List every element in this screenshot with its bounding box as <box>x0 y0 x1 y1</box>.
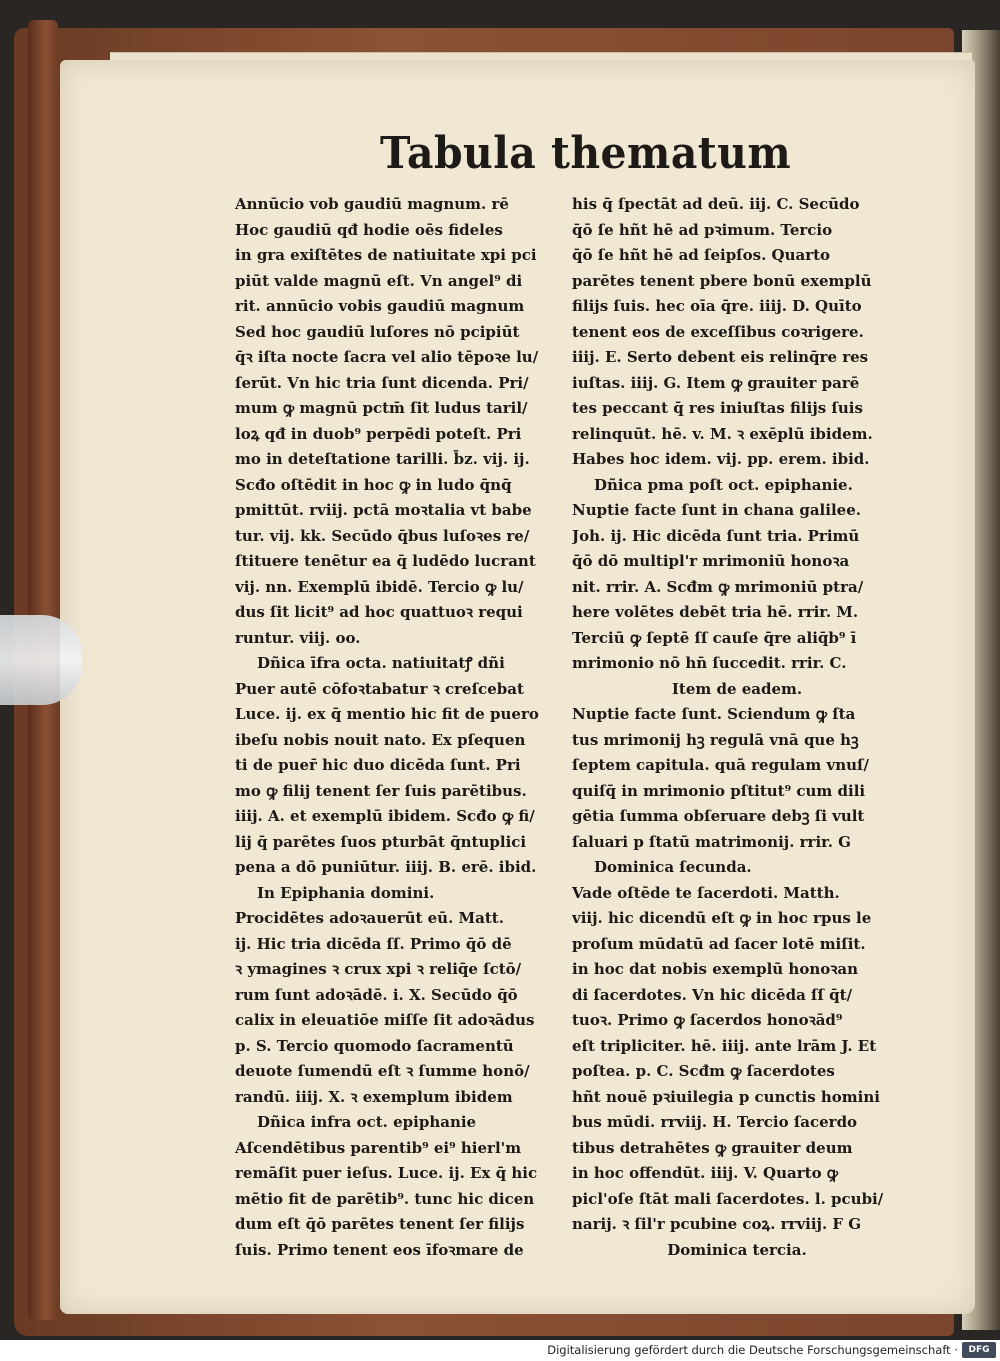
text-line: Joh. ij. Hic dicēda ſunt tria. Primū <box>572 526 860 545</box>
text-line: in gra exiſtētes de natiuitate xpi pci <box>235 246 537 264</box>
text-line: mo ꝙ filij tenent ſer ſuis parētibus. <box>235 781 527 800</box>
text-line: Scđo oſtēdit in hoc ꝙ in ludo q̄nq̄ <box>235 475 512 494</box>
text-line: tuoꝛ. Primo ꝙ ſacerdos honoꝛād⁹ <box>572 1011 843 1029</box>
text-line: Habes hoc idem. vij. pp. erem. ibid. <box>572 450 870 468</box>
text-line: rum ſunt adoꝛādē. i. X. Secūdo q̄ō <box>235 985 518 1004</box>
text-line: in hoc dat nobis exemplū honoꝛan <box>572 960 858 978</box>
text-line: picl'oſe ſtāt mali ſacerdotes. l. pcubi/ <box>572 1189 884 1208</box>
text-line: mum ꝙ magnū pctm̄ ſit ludus taril/ <box>235 399 528 417</box>
text-line: eſt tripliciter. hē. iiij. ante lrām J. Et <box>572 1036 877 1055</box>
text-line: piūt valde magnū eſt. Vn angel⁹ di <box>235 271 523 290</box>
text-line: tibus detrahētes ꝙ grauiter deum <box>572 1138 853 1157</box>
text-line: deuote ſumendū eſt ꝛ ſumme honō/ <box>235 1062 530 1080</box>
text-line: ſerūt. Vn hic tria ſunt dicenda. Pri/ <box>235 373 529 392</box>
text-line: dus ſit licit⁹ ad hoc quattuoꝛ requi <box>235 603 523 621</box>
page-clip <box>0 615 82 705</box>
text-line: Hoc gaudiū qđ hodie oēs fideles <box>235 220 503 239</box>
text-line: Puer autē cōfoꝛtabatur ꝛ creſcebat <box>235 679 524 698</box>
text-line: ſuis. Primo tenent eos īfoꝛmare de <box>235 1240 524 1259</box>
text-line: di ſacerdotes. Vn hic dicēda ſſ q̄t/ <box>572 985 853 1004</box>
text-line: q̄ō ſe hñt hē ad ſeipſos. Quarto <box>572 246 831 264</box>
text-line: tenent eos de exceſſibus coꝛrigere. <box>572 322 864 341</box>
text-line: proſum mūdatū ad ſacer lotē miſit. <box>572 934 866 953</box>
text-line: q̄ꝛ iſta nocte ſacra vel alio tēpoꝛe lu/ <box>235 348 539 366</box>
text-line: gētia ſumma obſeruare debꝫ ſi vult <box>572 807 865 825</box>
text-line: ſtituere tenētur ea q̄ ludēdo lucrant <box>235 552 536 570</box>
text-line: vij. nn. Exemplū ibidē. Tercio ꝙ lu/ <box>235 577 524 596</box>
text-line: iiij. E. Serto debent eis relinq̄re res <box>572 348 869 366</box>
text-line: ſeptem capitula. quā regulam vnuſ/ <box>572 756 869 774</box>
section-heading: Dominica tercia. <box>667 1240 807 1259</box>
text-line: p. S. Tercio quomodo ſacramentū <box>235 1036 514 1055</box>
text-line: bus mūdi. rrviij. H. Tercio ſacerdo <box>572 1113 858 1131</box>
text-line: Procidētes adoꝛauerūt eū. Matt. <box>235 909 504 927</box>
text-line: dum eſt q̄ō parētes tenent ſer filijs <box>235 1215 525 1233</box>
text-line: pmittūt. rviij. pctā moꝛtalia vt babe <box>235 501 532 519</box>
text-line: Aſcendētibus parentib⁹ ei⁹ hierl'm <box>235 1138 522 1157</box>
text-line: mo in deteſtatione tarilli. b̄z. vij. ij. <box>235 450 530 468</box>
right-text-column <box>572 192 902 1263</box>
text-line: mrimonio nō hn̄ ſuccedit. rrir. C. <box>572 654 847 672</box>
text-line: remāſit puer ieſus. Luce. ij. Ex q̄ hic <box>235 1164 538 1182</box>
text-line: relinquūt. hē. v. M. ꝛ exēplū ibidem. <box>572 424 873 443</box>
funding-credit: Digitalisierung gefördert durch die Deutsche Forschungsgemeinschaft · <box>547 1343 958 1357</box>
text-line: narij. ꝛ ſil'r pcubine coꝝ. rrviij. F G <box>572 1215 862 1233</box>
text-line: rit. annūcio vobis gaudiū magnum <box>235 297 525 315</box>
text-line: calix in eleuatiōe miſſe ſit adoꝛādus <box>235 1011 535 1029</box>
text-line: ti de puer̄ hic duo dicēda ſunt. Pri <box>235 756 521 774</box>
text-line: Terciū ꝙ ſeptē ſſ cauſe q̄re aliq̄b⁹ ī <box>572 628 857 647</box>
text-line: his q̄ ſpectāt ad deū. iij. C. Secūdo <box>572 195 860 213</box>
text-line: iuſtas. iiij. G. Item ꝙ grauiter parē <box>572 373 860 392</box>
section-heading: Dñica īfra octa. natiuitatꝭ dñi <box>257 654 505 672</box>
text-line: Sed hoc gaudiū luſores nō pcipiūt <box>235 322 520 341</box>
text-line: poſtea. p. C. Scđm ꝙ ſacerdotes <box>572 1062 835 1080</box>
text-line: Vade oſtēde te ſacerdoti. Matth. <box>572 883 840 902</box>
page-title: Tabula thematum <box>380 128 792 179</box>
left-text-column <box>235 192 565 1263</box>
text-line: quiſq̄ in mrimonio pſtitut⁹ cum dili <box>572 781 866 800</box>
text-line: mētio fit de parētib⁹. tunc hic dicen <box>235 1189 535 1208</box>
text-line: q̄ō dō multipl'r mrimoniū honoꝛa <box>572 552 850 570</box>
text-line: randū. iiij. X. ꝛ exemplum ibidem <box>235 1087 513 1106</box>
section-heading: Dñica pma poſt oct. epiphanie. <box>594 475 853 494</box>
text-line: ij. Hic tria dicēda ſſ. Primo q̄ō dē <box>235 934 512 953</box>
section-heading: Dñica infra oct. epiphanie <box>257 1113 477 1131</box>
text-line: ibeſu nobis nouit nato. Ex pſequen <box>235 730 526 749</box>
text-line: ꝛ ymagines ꝛ crux xpi ꝛ reliq̄e ſctō/ <box>235 960 522 978</box>
text-line: Luce. ij. ex q̄ mentio hic fit de puero <box>235 705 539 723</box>
text-line: tus mrimonij hꝫ regulā vnā que hꝫ <box>572 730 859 749</box>
text-line: nit. rrir. A. Scđm ꝙ mrimoniū ptra/ <box>572 577 864 596</box>
text-line: viij. hic dicendū eſt ꝙ in hoc rpus le <box>572 909 872 927</box>
text-line: filijs ſuis. hec oīa q̄re. iiij. D. Quīto <box>572 297 862 315</box>
text-line: runtur. viij. oo. <box>235 628 361 647</box>
text-line: in hoc offendūt. iiij. V. Quarto ꝙ <box>572 1164 839 1182</box>
section-heading: In Epiphania domini. <box>257 883 435 902</box>
text-line: parētes tenent pbere bonū exemplū <box>572 271 872 290</box>
text-line: pena a dō puniūtur. iiij. B. erē. ibid. <box>235 858 537 876</box>
text-line: Annūcio vob gaudiū magnum. rē <box>235 195 509 213</box>
section-heading: Item de eadem. <box>671 679 803 698</box>
text-line: tes peccant q̄ res iniuſtas filijs ſuis <box>572 399 863 417</box>
text-line: hñt nouē pꝛiuilegia p cunctis homini <box>572 1087 880 1106</box>
text-line: iiij. A. et exemplū ibidem. Scđo ꝙ fi/ <box>235 807 535 825</box>
text-line: tur. vij. kk. Secūdo q̄bus luſoꝛes re/ <box>235 526 530 545</box>
text-line: loꝝ qđ in duob⁹ perpēdi poteſt. Pri <box>235 424 522 443</box>
text-line: q̄ō ſe hñt hē ad pꝛimum. Tercio <box>572 220 833 239</box>
text-line: lij q̄ parētes ſuos pturbāt q̄ntuplici <box>235 832 527 851</box>
text-line: Nuptie facte ſunt in chana galilee. <box>572 501 861 519</box>
text-line: here volētes debēt tria hē. rrir. M. <box>572 603 859 621</box>
text-line: ſaluari p ſtatū matrimonij. rrir. G <box>572 832 851 851</box>
text-line: Nuptie facte ſunt. Sciendum ꝙ ſta <box>572 705 856 723</box>
footer-bar <box>0 1340 1000 1361</box>
section-heading: Dominica ſecunda. <box>594 858 752 876</box>
dfg-logo: DFG <box>962 1342 996 1358</box>
